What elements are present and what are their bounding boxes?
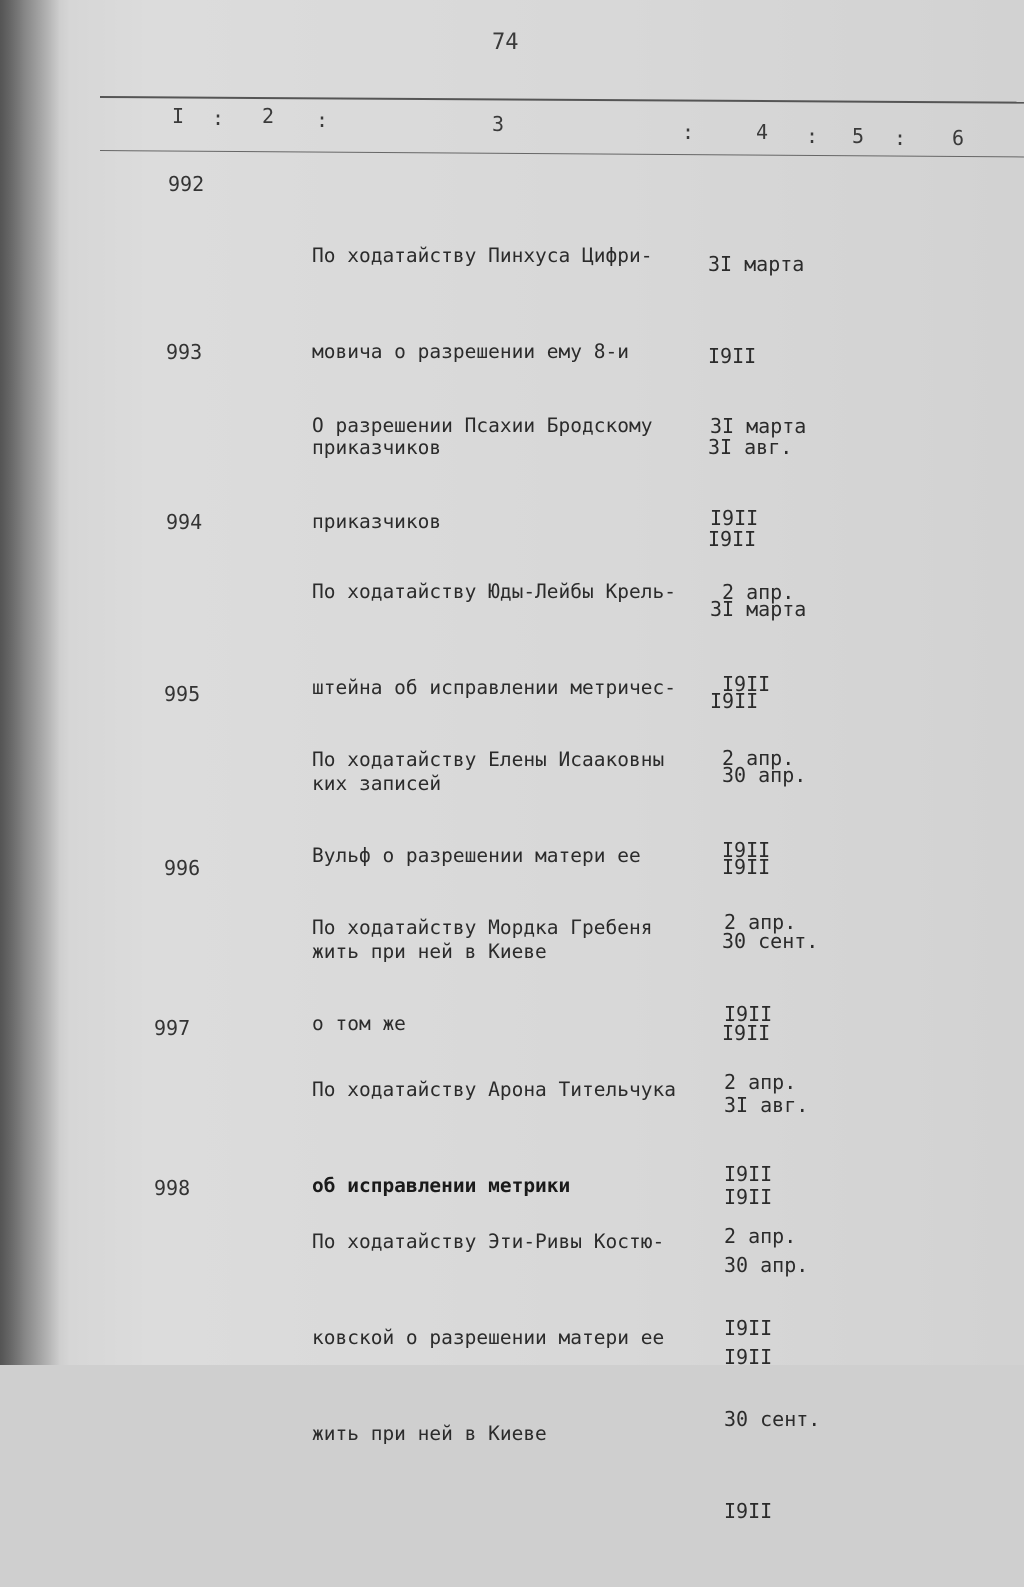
record-date-start: 2 апр.	[722, 746, 795, 770]
column-header-3: 3	[492, 112, 505, 136]
column-header-separator: :	[806, 124, 819, 148]
record-description-line: По ходатайству Арона Тительчука	[312, 1078, 676, 1101]
binding-shadow	[0, 0, 60, 1365]
record-year-start: I9II	[724, 1001, 773, 1026]
record-date-end: 3I марта	[710, 597, 807, 621]
record-year-end: I9II	[710, 688, 759, 713]
record-description-line: о том же	[312, 1012, 406, 1035]
record-description-line: По ходатайству Елены Исааковны	[312, 748, 665, 771]
record-description-line: жить при ней в Киеве	[312, 940, 547, 963]
record-date-end: 3I авг.	[708, 435, 793, 459]
record-number: 995	[164, 682, 201, 706]
record-year-start: I9II	[724, 1315, 773, 1340]
record-date-start: 2 апр.	[722, 580, 795, 604]
record-date-start: 2 апр.	[724, 910, 797, 934]
column-header-6: 6	[952, 126, 965, 150]
column-header-separator: :	[316, 108, 329, 132]
record-year-end: I9II	[724, 1498, 773, 1523]
record-description-line: мовича о разрешении ему 8-и	[312, 340, 629, 363]
page-number: 74	[492, 30, 519, 55]
record-description-line: О разрешении Псахии Бродскому	[312, 414, 653, 437]
column-header-4: 4	[756, 120, 769, 144]
record-description-line: Вульф о разрешении матери ее	[312, 844, 641, 867]
record-year-start: I9II	[722, 671, 771, 696]
column-header-1: I	[172, 104, 185, 128]
record-description-line: По ходатайству Эти-Ривы Костю-	[312, 1230, 665, 1253]
record-date-end: 3I авг.	[724, 1093, 809, 1117]
record-date-start: 2 апр.	[724, 1070, 797, 1094]
record-year-end: I9II	[722, 1020, 771, 1045]
record-description-line: По ходатайству Юды-Лейбы Крель-	[312, 580, 676, 603]
header-rule-bottom	[100, 150, 1024, 157]
header-rule-top	[100, 96, 1024, 104]
record-number: 994	[166, 510, 203, 534]
record-year-end: I9II	[724, 1344, 773, 1369]
record-description-line: ковской о разрешении матери ее	[312, 1326, 665, 1349]
record-year-start: I9II	[722, 837, 771, 862]
record-description-line: ких записей	[312, 772, 442, 795]
record-date-end: 30 сент.	[722, 929, 819, 953]
record-date-end: 30 сент.	[724, 1407, 821, 1431]
record-date-start: 3I марта	[710, 414, 807, 438]
record-description	[312, 1162, 722, 1514]
record-year-end: I9II	[722, 854, 771, 879]
record-number: 993	[166, 340, 203, 364]
column-header-separator: :	[212, 106, 225, 130]
record-description-line: приказчиков	[312, 436, 442, 459]
column-header-separator: :	[682, 120, 695, 144]
record-date-start: 2 апр.	[724, 1224, 797, 1248]
record-description-line: приказчиков	[312, 510, 442, 533]
column-header-separator: :	[894, 126, 907, 150]
record-number: 997	[154, 1016, 191, 1040]
record-date-end: 30 апр.	[722, 763, 807, 787]
record-description-line: об исправлении метрики	[312, 1174, 571, 1197]
record-year-end: I9II	[708, 526, 757, 551]
record-year-end: I9II	[724, 1184, 773, 1209]
record-date-start: 3I марта	[708, 252, 805, 276]
record-year-start: I9II	[724, 1161, 773, 1186]
record-description-line: штейна об исправлении метричес-	[312, 676, 676, 699]
column-header-5: 5	[852, 124, 865, 148]
record-number: 992	[168, 172, 205, 196]
record-description-line: жить при ней в Киеве	[312, 1422, 547, 1445]
record-description-line: По ходатайству Мордка Гребеня	[312, 916, 653, 939]
record-year-start: I9II	[708, 343, 757, 368]
record-dates	[724, 1160, 820, 1587]
record-year-start: I9II	[710, 505, 759, 530]
record-date-end: 30 апр.	[724, 1253, 809, 1277]
record-number: 998	[154, 1176, 191, 1200]
column-header-2: 2	[262, 104, 275, 128]
record-description-line: По ходатайству Пинхуса Цифри-	[312, 244, 653, 267]
record-number: 996	[164, 856, 201, 880]
